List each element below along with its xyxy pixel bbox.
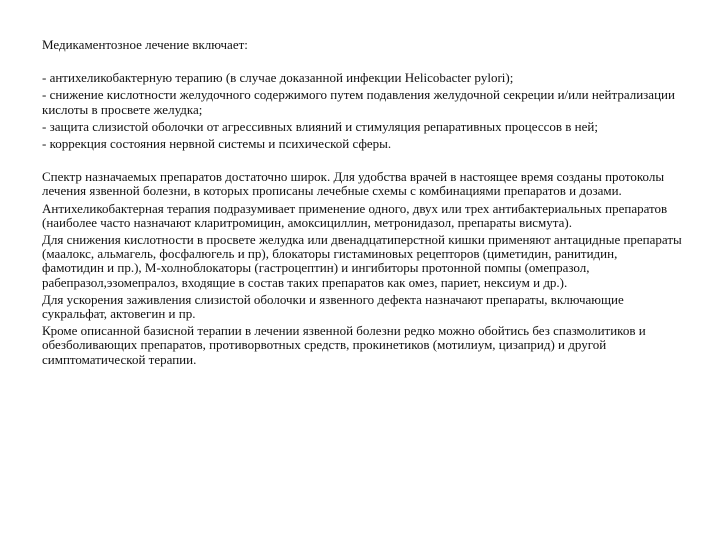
list-item: - антихеликобактерную терапию (в случае доказанной инфекции Helicobacter pylori);: [42, 70, 514, 86]
document-page: [42, 38, 682, 370]
paragraph-healing: Для ускорения заживления слизистой оболочки и язвенного дефекта назначают препараты, включающие сукральфат, актовегин и пр.: [42, 291, 624, 322]
paragraph-acidity: Для снижения кислотности в просвете желудка или двенадцатиперстной кишки применяют антацидные препараты (маалокс, альмагель, фосфалюгель и пр), блокаторы гистаминовых рецепторов (циметидин, ранитидин, фамотидин и пр.), М-холноблокаторы (гастроцептин) и ингибиторы протонной помпы (омепразол, рабепразол,эзомепралоз, входящие в состав таких препаратов как омез, париет, нексиум и др.).: [42, 232, 682, 290]
paragraph-drug-spectrum: Спектр назначаемых препаратов достаточно широк. Для удобства врачей в настоящее время созданы протоколы лечения язвенной болезни, в которых прописаны лечебные схемы с комбинациями препаратов и дозами.: [42, 169, 665, 199]
treatment-list: [42, 71, 682, 151]
paragraph-antihelicobacter: Антихеликобактерная терапия подразумивает применение одного, двух или трех антибактериальных препаратов (наиболее часто назначают кларитромицин, амоксициллин, метронидазол, препараты висмута).: [42, 200, 668, 230]
paragraph-additional-therapy: Кроме описанной базисной терапии в лечении язвенной болезни редко можно обойтись без спазмолитиков и обезболивающих препаратов, противорвотных средств, прокинетиков (мотилиум, цизаприд) и другой симптоматической терапии.: [42, 323, 646, 367]
body-text: [42, 170, 682, 367]
treatment-heading: Медикаментозное лечение включает:: [42, 37, 248, 52]
list-item: - коррекция состояния нервной системы и психической сферы.: [42, 136, 392, 152]
list-item: - защита слизистой оболочки от агрессивных влияний и стимуляция репаративных процессов в ней;: [42, 118, 598, 134]
list-item: - снижение кислотности желудочного содержимого путем подавления желудочной секреции и/или нейтрализации кислоты в просвете желудка;: [42, 87, 675, 117]
